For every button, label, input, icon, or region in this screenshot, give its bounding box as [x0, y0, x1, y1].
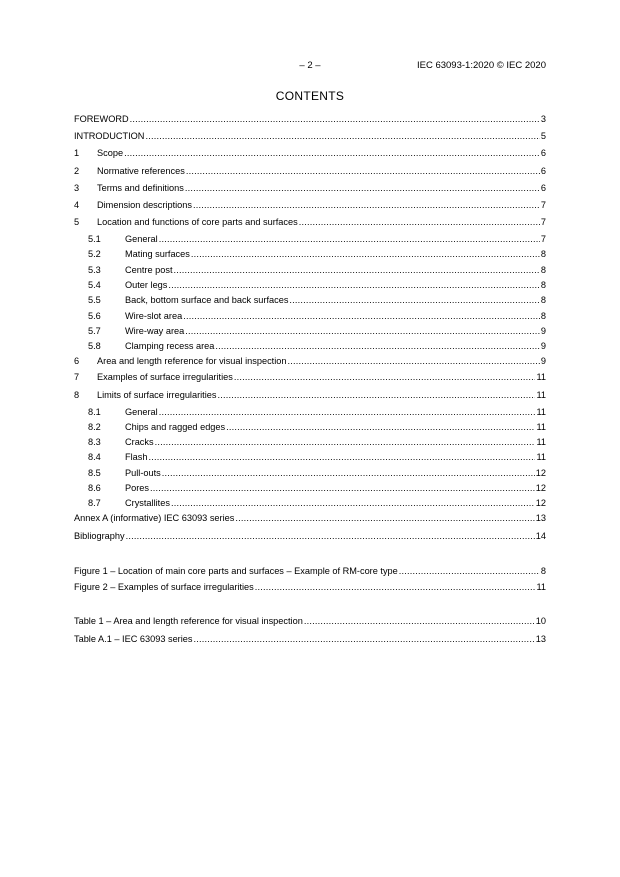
dot-leader: [234, 371, 536, 384]
toc-entry[interactable]: [74, 248, 546, 261]
toc-page: 9: [540, 356, 546, 366]
toc-title: Normative references: [97, 166, 185, 176]
figures-entry[interactable]: [74, 565, 546, 578]
toc-entry[interactable]: [74, 294, 546, 307]
toc-number: 8.7: [88, 498, 101, 508]
toc-entry[interactable]: [74, 421, 546, 434]
dot-leader: [130, 113, 540, 126]
toc-number: 5.4: [88, 280, 101, 290]
toc-page: 11: [536, 452, 546, 462]
toc-page: 8: [540, 295, 546, 305]
toc-entry[interactable]: [74, 467, 546, 480]
dot-leader: [159, 406, 536, 419]
toc-number: 8.1: [88, 407, 101, 417]
toc-entry[interactable]: [74, 436, 546, 449]
toc-entry[interactable]: [74, 147, 546, 160]
toc-number: 5.5: [88, 295, 101, 305]
toc-number: 8.4: [88, 452, 101, 462]
figures-entry[interactable]: [74, 581, 546, 594]
toc-title: Terms and definitions: [97, 183, 184, 193]
toc-number: 5.6: [88, 311, 101, 321]
toc-entry[interactable]: [74, 130, 546, 143]
toc-page: 13: [535, 513, 546, 523]
toc-entry[interactable]: [74, 165, 546, 178]
toc-page: 6: [540, 183, 546, 193]
toc-page: 11: [536, 372, 546, 382]
toc-page: 12: [535, 468, 546, 478]
figures-page: 11: [536, 582, 546, 592]
toc-title: Limits of surface irregularities: [97, 390, 217, 400]
toc-title: Flash: [125, 452, 148, 462]
toc-number: 8.2: [88, 422, 101, 432]
toc-entry[interactable]: [74, 233, 546, 246]
dot-leader: [215, 340, 540, 353]
figures-title: Figure 2 – Examples of surface irregularities: [74, 582, 254, 592]
dot-leader: [255, 581, 536, 594]
toc-title: Cracks: [125, 437, 154, 447]
dot-leader: [124, 147, 540, 160]
toc-title: General: [125, 234, 158, 244]
dot-leader: [287, 355, 539, 368]
toc-title: Scope: [97, 148, 124, 158]
toc-page: 12: [535, 498, 546, 508]
toc-title: Dimension descriptions: [97, 200, 192, 210]
toc-page: 11: [536, 437, 546, 447]
toc-page: 11: [536, 390, 546, 400]
toc-title: Clamping recess area: [125, 341, 215, 351]
toc-entry[interactable]: [74, 530, 546, 543]
toc-title: Examples of surface irregularities: [97, 372, 233, 382]
toc-entry[interactable]: [74, 371, 546, 384]
toc-entry[interactable]: [74, 310, 546, 323]
toc-page: 7: [540, 234, 546, 244]
toc-page: 6: [540, 148, 546, 158]
toc-title: Annex A (informative) IEC 63093 series: [74, 513, 235, 523]
toc-number: 4: [74, 200, 80, 210]
toc-entry[interactable]: [74, 113, 546, 126]
dot-leader: [217, 389, 535, 402]
toc-number: 8.6: [88, 483, 101, 493]
toc-entry[interactable]: [74, 451, 546, 464]
dot-leader: [171, 497, 535, 510]
toc-entry[interactable]: [74, 199, 546, 212]
dot-leader: [226, 421, 535, 434]
toc-entry[interactable]: [74, 279, 546, 292]
toc-number: 5.2: [88, 249, 101, 259]
dot-leader: [194, 633, 535, 646]
toc-entry[interactable]: [74, 497, 546, 510]
dot-leader: [185, 325, 540, 338]
toc-number: 5.1: [88, 234, 101, 244]
toc-page: 6: [540, 166, 546, 176]
toc-entry[interactable]: [74, 482, 546, 495]
toc-title: Wire-way area: [125, 326, 185, 336]
dot-leader: [150, 482, 535, 495]
tables-page: 13: [535, 634, 546, 644]
toc-number: 5.7: [88, 326, 101, 336]
toc-number: 7: [74, 372, 80, 382]
toc-entry[interactable]: [74, 406, 546, 419]
dot-leader: [235, 512, 534, 525]
toc-entry[interactable]: [74, 216, 546, 229]
toc-page: 8: [540, 265, 546, 275]
toc-title: INTRODUCTION: [74, 131, 145, 141]
toc-number: 1: [74, 148, 80, 158]
dot-leader: [155, 436, 536, 449]
toc-number: 8: [74, 390, 80, 400]
toc-title: Location and functions of core parts and surfaces: [97, 217, 298, 227]
toc-title: Outer legs: [125, 280, 168, 290]
toc-title: Pores: [125, 483, 150, 493]
dot-leader: [126, 530, 535, 543]
toc-title: Chips and ragged edges: [125, 422, 226, 432]
tables-title: Table 1 – Area and length reference for visual inspection: [74, 616, 303, 626]
toc-title: Pull-outs: [125, 468, 161, 478]
toc-number: 2: [74, 166, 80, 176]
toc-title: General: [125, 407, 158, 417]
toc-page: 11: [536, 407, 546, 417]
dot-leader: [399, 565, 540, 578]
toc-page: 11: [536, 422, 546, 432]
toc-title: FOREWORD: [74, 114, 129, 124]
toc-entry[interactable]: [74, 340, 546, 353]
dot-leader: [148, 451, 535, 464]
toc-page: 9: [540, 341, 546, 351]
dot-leader: [174, 264, 540, 277]
dot-leader: [183, 310, 540, 323]
toc-number: 3: [74, 183, 80, 193]
toc-entry[interactable]: [74, 512, 546, 525]
toc-number: 5.8: [88, 341, 101, 351]
toc-entry[interactable]: [74, 264, 546, 277]
toc-title: Crystallites: [125, 498, 170, 508]
toc-number: 5.3: [88, 265, 101, 275]
toc-page: 8: [540, 249, 546, 259]
dot-leader: [145, 130, 539, 143]
toc-entry[interactable]: [74, 355, 546, 368]
tables-entry[interactable]: [74, 633, 546, 646]
toc-entry[interactable]: [74, 182, 546, 195]
toc-entry[interactable]: [74, 389, 546, 402]
toc-page: 5: [540, 131, 546, 141]
toc-page: 7: [540, 200, 546, 210]
toc-title: Centre post: [125, 265, 173, 275]
figures-page: 8: [540, 566, 546, 576]
toc-page: 7: [540, 217, 546, 227]
dot-leader: [159, 233, 540, 246]
dot-leader: [193, 199, 540, 212]
toc-page: 9: [540, 326, 546, 336]
tables-entry[interactable]: [74, 615, 546, 628]
toc-page: 12: [535, 483, 546, 493]
toc-number: 6: [74, 356, 80, 366]
toc-title: Wire-slot area: [125, 311, 183, 321]
page-number: – 2 –: [299, 60, 321, 71]
tables-page: 10: [535, 616, 546, 626]
toc-title: Area and length reference for visual inspection: [97, 356, 287, 366]
dot-leader: [289, 294, 539, 307]
contents-title: CONTENTS: [275, 89, 345, 103]
toc-page: 8: [540, 280, 546, 290]
dot-leader: [304, 615, 535, 628]
toc-page: 8: [540, 311, 546, 321]
toc-title: Bibliography: [74, 531, 125, 541]
tables-title: Table A.1 – IEC 63093 series: [74, 634, 193, 644]
toc-title: Back, bottom surface and back surfaces: [125, 295, 289, 305]
toc-number: 8.3: [88, 437, 101, 447]
dot-leader: [299, 216, 540, 229]
dot-leader: [185, 182, 540, 195]
toc-page: 3: [540, 114, 546, 124]
figures-title: Figure 1 – Location of main core parts and surfaces – Example of RM-core type: [74, 566, 398, 576]
toc-number: 5: [74, 217, 80, 227]
document-id: IEC 63093-1:2020 © IEC 2020: [416, 60, 546, 71]
dot-leader: [191, 248, 540, 261]
toc-entry[interactable]: [74, 325, 546, 338]
toc-title: Mating surfaces: [125, 249, 190, 259]
dot-leader: [162, 467, 535, 480]
toc-page: 14: [535, 531, 546, 541]
toc-number: 8.5: [88, 468, 101, 478]
dot-leader: [186, 165, 540, 178]
dot-leader: [168, 279, 539, 292]
